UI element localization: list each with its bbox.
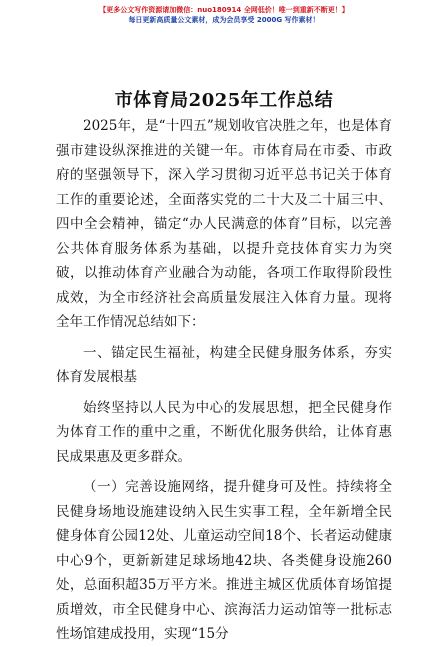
intro-paragraph: 2025年，是“十四五”规划收官决胜之年，也是体育强市建设纵深推进的关键一年。市体育局在市委、市政府的坚强领导下，深入学习贯彻习近平总书记关于体育工作的重要论述，全面落实党的二十大及二十届三中、四中全会精神，锚定“办人民满意的体育”目标，以完善公共体育服务体系为基础，以提升竞技体育实力为突破，以推动体育产业融合为动能，各项工作取得阶段性成效，为全市经济社会高质量发展注入体育力量。现将全年工作情况总结如下：	[56, 118, 392, 330]
section-1-heading: 一、锚定民生福祉，构建全民健身服务体系，夯实体育发展根基	[56, 344, 392, 385]
header-banner	[0, 5, 448, 25]
banner-line-1: 【更多公文写作资源请加微信：nuo180914 全网低价！唯一到重新不断更！】	[99, 6, 349, 14]
document-body	[56, 114, 392, 647]
section-1-paragraph: 始终坚持以人民为中心的发展思想，把全民健身作为体育工作的重中之重，不断优化服务供给，让体育惠民成果惠及更多群众。	[56, 399, 392, 465]
section-1-item-1: （一）完善设施网络，提升健身可及性。持续将全民健身场地设施建设纳入民生实事工程，全年新增全民健身体育公园12处、儿童运动空间18个、长者运动健康中心9个，更新新建足球场地42块、各类健身设施260处，总面积超35万平方米。推进主城区优质体育场馆提质增效，市全民健身中心、滨海活力运动馆等一批标志性场馆建成投用，实现“15分	[56, 479, 392, 642]
document-title: 市体育局2025年工作总结	[114, 90, 334, 111]
banner-line-2: 每日更新高质量公文素材，成为会员享受 2000G 写作素材！	[128, 16, 320, 24]
